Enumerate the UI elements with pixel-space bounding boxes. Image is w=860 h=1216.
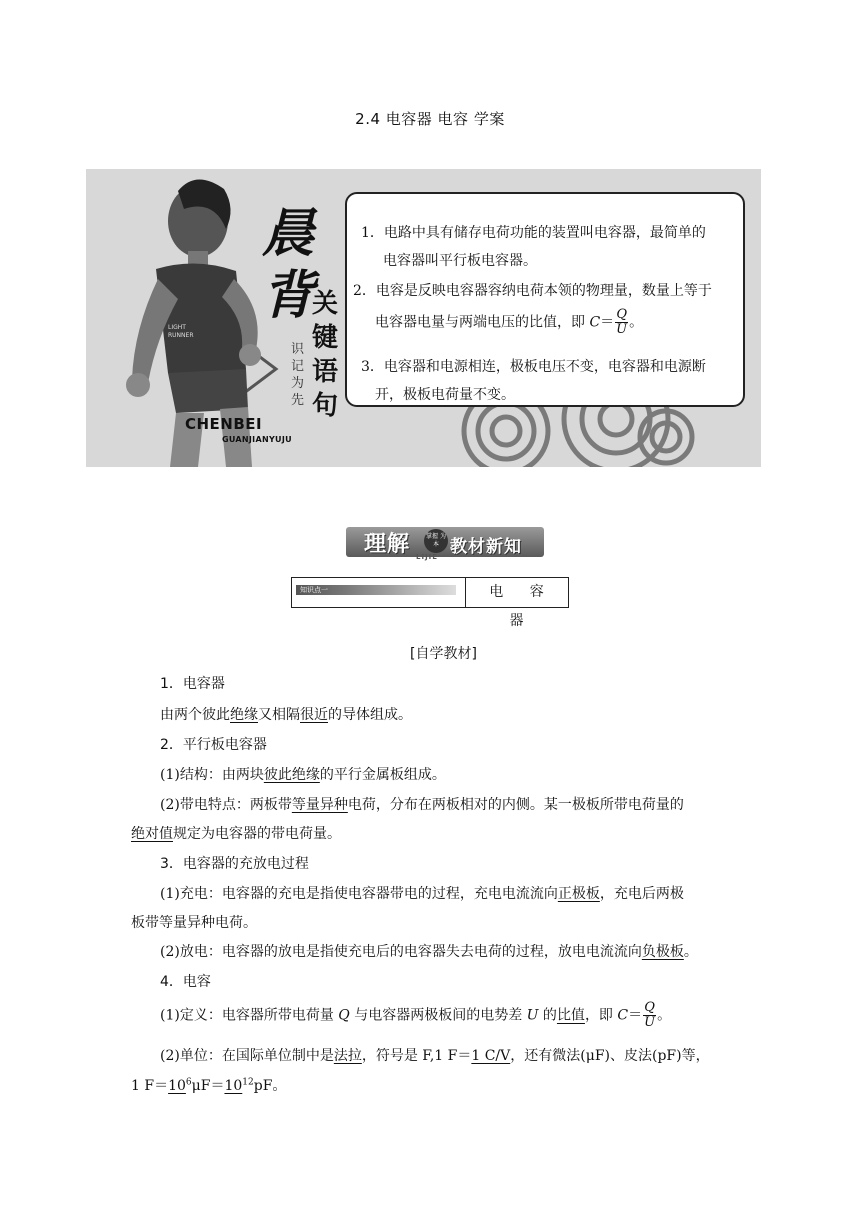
section-header-badge: 掌握 为本 [424,529,448,553]
section-2-charge-feature: (2)带电特点：两板带等量异种电荷，分布在两板相对的内侧。某一极板所带电荷量的 [160,797,684,813]
banner-vertical-title: 关 键 语 句 [312,289,339,421]
self-study-subtitle: [自学教材] [410,646,477,662]
key-point-2: 2．电容是反映电容器容纳电荷本领的物理量，数量上等于 电容器电量与两端电压的比值，即 C＝ $\frac{Q}{U}$ 。 [353,283,712,337]
section-3-charging-cont: 板带等量异种电荷。 [131,915,257,931]
section-2-charge-feature-cont: 绝对值规定为电容器的带电荷量。 [131,826,341,842]
banner-char-bei: 背 [262,266,315,326]
section-4-definition: (1)定义：电容器所带电荷量 Q 与电容器两极板间的电势差 U 的比值，即 C＝ $\frac{Q}{U}$ 。 [160,1000,672,1030]
svg-text:LIGHT: LIGHT [168,324,186,331]
page-title: 2.4 电容器 电容 学案 [355,110,505,128]
knowledge-point-topic: 电 容 器 [489,584,555,629]
svg-text:RUNNER: RUNNER [168,332,194,339]
section-2-structure: (1)结构：由两块彼此绝缘的平行金属板组成。 [160,767,446,783]
banner-brand-en: CHENBEI [185,415,263,433]
section-4-unit-cont: 1 $F=10^6\mu F=10^{12}pF$。 [131,1077,287,1094]
banner-brand-en-sub: GUANJIANYUJU [222,435,292,444]
key-point-1: 1．电路中具有储存电荷功能的装置叫电容器，最简单的 电容器叫平行板电容器。 [361,225,706,269]
banner-char-chen: 晨 [262,204,315,264]
knowledge-point-table [291,577,569,629]
banner-vertical-subtitle: 识 记 为 先 [291,342,305,408]
key-point-3: 3．电容器和电源相连，极板电压不变，电容器和电源断 开，极板电荷量不变。 [361,359,706,403]
key-sentences-banner [86,169,761,467]
section-1-text: 由两个彼此绝缘又相隔很近的导体组成。 [160,707,412,723]
capacitance-fraction: $\frac{Q}{U}$ [616,307,628,337]
section-header-pinyin: LIJIE [416,553,439,561]
section-3-heading: 3．电容器的充放电过程 [160,856,309,872]
section-header-sub: 教材新知 [450,537,522,557]
section-4-heading: 4．电容 [160,974,211,990]
section-4-unit: (2)单位：在国际单位制中是法拉，符号是 F,1 F＝1 C/V，还有微法(μF)、皮法(pF)等， [160,1048,710,1064]
knowledge-point-tag: 知识点一 [296,585,456,595]
section-2-heading: 2．平行板电容器 [160,737,267,753]
section-header-main: 理解 [364,532,411,557]
section-3-charging: (1)充电：电容器的充电是指使电容器带电的过程，充电电流流向正极板，充电后两极 [160,886,684,902]
key-sentences-box [345,192,745,407]
definition-fraction: $\frac{Q}{U}$ [644,1000,656,1030]
section-1-heading: 1．电容器 [160,676,225,692]
section-3-discharging: (2)放电：电容器的放电是指使充电后的电容器失去电荷的过程，放电电流流向负极板。 [160,944,698,960]
section-header-understand [346,523,544,563]
